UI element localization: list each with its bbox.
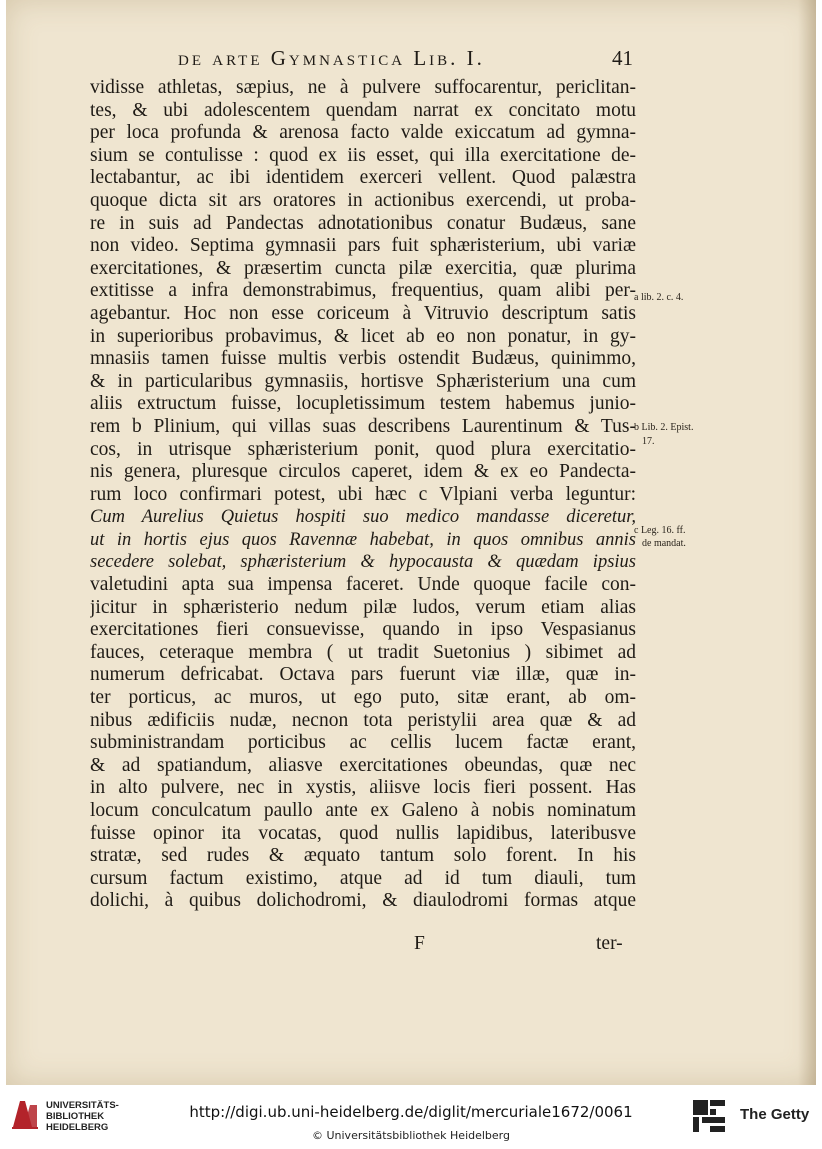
text-line: extitisse a infra demonstrabimus, frequentius, quam alibi per- [90,280,636,302]
marginal-note-b-line-1: b Lib. 2. Epist. [634,422,694,433]
body-text [90,77,636,913]
text-line: secedere solebat, sphæristerium & hypocausta & quædam ipsius [90,552,636,573]
marginal-note-c-line-1: c Leg. 16. ff. [634,525,686,536]
text-line: cos, in utrisque sphæristerium ponit, quod plura exercitatio- [90,438,636,460]
viewer-footer [0,1085,822,1149]
text-line: non video. Septima gymnasii pars fuit sphæristerium, ubi variæ [90,235,636,257]
text-line: fuisse opinor ita vocatas, quod nullis lapidibus, lateribusve [90,822,636,844]
text-line: in alto pulvere, nec in xystis, aliisve locis fieri possent. Has [90,777,636,799]
text-line: rem b Plinium, qui villas suas describens Laurentinum & Tus- [90,415,636,437]
text-line: cursum factum existimo, atque ad id tum diauli, tum [90,867,636,889]
text-line: lectabantur, ac ibi identidem exerceri vellent. Quod palæstra [90,167,636,189]
text-line: per loca profunda & arenosa facto valde exiccatum ad gymna- [90,122,636,144]
copyright-notice: © Universitätsbibliothek Heidelberg [311,1129,510,1142]
text-line: & ad spatiandum, aliasve exercitationes obeundas, quæ nec [90,754,636,776]
signature-mark: F [414,933,425,954]
text-line: stratæ, sed rudes & æquato tantum solo forent. In his [90,845,636,867]
text-line: quoque dicta sit ars oratores in actionibus exercendi, ut proba- [90,189,636,211]
library-name: UNIVERSITÄTS- BIBLIOTHEK HEIDELBERG [46,1100,119,1133]
text-line: fauces, ceteraque membra ( ut tradit Suetonius ) sibimet ad [90,641,636,663]
text-line: mnasiis tamen fuisse multis verbis ostendit Budæus, quinimmo, [90,348,636,370]
marginal-note-a: a lib. 2. c. 4. [634,292,684,303]
text-line: jicitur in sphæristerio nedum pilæ ludos, verum etiam alias [90,596,636,618]
text-line: in superioribus probavimus, & licet ab eo non ponatur, in gy- [90,325,636,347]
text-line: ter porticus, ac muros, ut ego puto, sitæ erant, ab om- [90,687,636,709]
running-header [178,46,633,72]
text-line: subministrandam porticibus ac cellis lucem factæ erant, [90,732,636,754]
getty-name: The Getty [740,1106,810,1123]
text-line: exercitationes fieri consuevisse, quando in ipso Vespasianus [90,619,636,641]
text-line: sium se contulisse : quod ex iis esset, qui illa exercitatione de- [90,144,636,166]
getty-logo-icon [692,1099,726,1133]
running-title: de arte Gymnastica Lib. I. [178,46,485,70]
text-line: re in suis ad Pandectas adnotationibus conatur Budæus, sane [90,212,636,234]
text-line: locum conculcatum paullo ante ex Galeno à nobis nominatum [90,800,636,821]
permalink-url[interactable]: http://digi.ub.uni-heidelberg.de/diglit/mercuriale1672/0061 [189,1103,633,1121]
text-line: aliis extructum fuisse, locupletissimum testem habemus junio- [90,393,636,415]
text-line: valetudini apta sua impensa faceret. Unde quoque facile con- [90,574,636,596]
text-line: agebantur. Hoc non esse coriceum à Vitruvio descriptum satis [90,302,636,324]
page-number: 41 [612,46,633,70]
text-line: dolichi, à quibus dolichodromi, & diaulodromi formas atque [90,890,636,912]
text-line: & in particularibus gymnasiis, hortisve Sphæristerium una cum [90,370,636,392]
book-page [6,0,816,1085]
text-line: vidisse athletas, sæpius, ne à pulvere suffocarentur, periclitan- [90,77,636,98]
text-line: nibus ædificiis nudæ, necnon tota peristylii area quæ & ad [90,709,636,731]
catchword: ter- [596,933,623,954]
marginal-note-c-line-2: de mandat. [642,538,686,549]
marginal-note-b-line-2: 17. [642,436,655,447]
text-line: tes, & ubi adolescentem quendam narrat ex concitato motu [90,99,636,121]
text-line: numerum defricabat. Octava pars fuerunt viæ illæ, quæ in- [90,664,636,686]
text-line: rum loco confirmari potest, ubi hæc c Vlpiani verba leguntur: [90,483,636,505]
text-line: exercitationes, & præsertim cuncta pilæ exercitia, quæ plurima [90,257,636,279]
text-line: nis genera, pluresque circulos caperet, idem & ex eo Pandecta- [90,461,636,483]
text-line: ut in hortis ejus quos Ravennæ habebat, in quos omnibus annis [90,529,636,550]
text-line: Cum Aurelius Quietus hospiti suo medico mandasse diceretur, [90,507,636,528]
